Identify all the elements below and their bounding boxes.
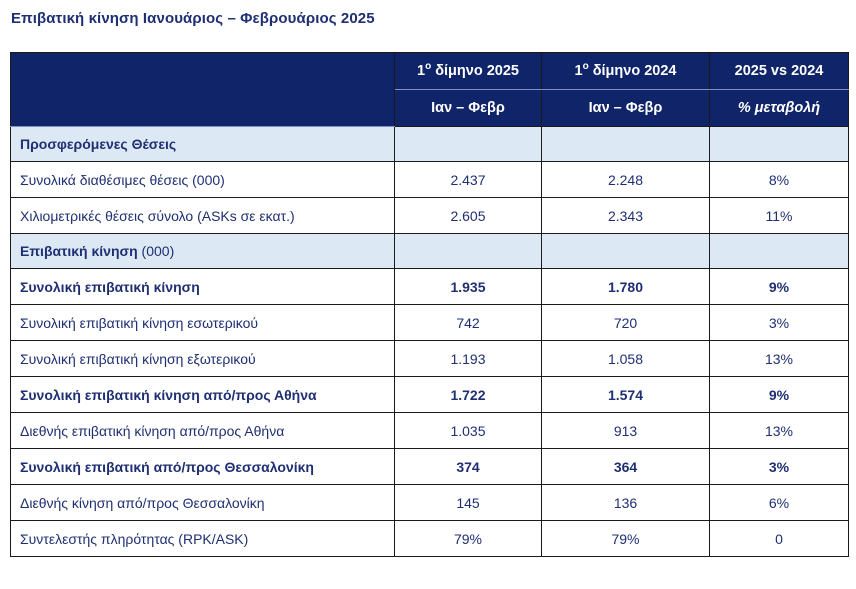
section-row-traffic: [11, 234, 849, 269]
row-value-2024: 1.574: [542, 377, 710, 413]
row-change: 9%: [710, 377, 849, 413]
row-label: Συνολική επιβατική κίνηση εσωτερικού: [11, 305, 395, 341]
row-change: 13%: [710, 341, 849, 377]
section-label-seats: Προσφερόμενες Θέσεις: [11, 127, 395, 162]
row-change: 8%: [710, 162, 849, 198]
row-label: Διεθνής επιβατική κίνηση από/προς Αθήνα: [11, 413, 395, 449]
subheader-change: % μεταβολή: [710, 90, 849, 127]
table-row: [11, 485, 849, 521]
row-value-2024: 1.780: [542, 269, 710, 305]
table-header-row: [11, 53, 849, 90]
section-cell: [542, 127, 710, 162]
table-row: [11, 449, 849, 485]
subheader-2025: Ιαν – Φεβρ: [395, 90, 542, 127]
section-cell: [395, 234, 542, 269]
section-label-traffic-text: Επιβατική κίνηση: [20, 243, 138, 259]
row-change: 6%: [710, 485, 849, 521]
row-label: Συνολική επιβατική κίνηση από/προς Αθήνα: [11, 377, 395, 413]
row-value-2024: 136: [542, 485, 710, 521]
row-value-2025: 1.722: [395, 377, 542, 413]
row-value-2024: 2.248: [542, 162, 710, 198]
row-value-2025: 79%: [395, 521, 542, 557]
row-value-2024: 913: [542, 413, 710, 449]
section-cell: [710, 234, 849, 269]
row-value-2025: 1.035: [395, 413, 542, 449]
row-value-2025: 374: [395, 449, 542, 485]
header-blank-cell: [11, 53, 395, 127]
header-2025-number: 1: [417, 63, 426, 79]
header-change: 2025 vs 2024: [710, 53, 849, 90]
row-label: Συνολική επιβατική κίνηση: [11, 269, 395, 305]
row-change: 0: [710, 521, 849, 557]
row-value-2025: 1.935: [395, 269, 542, 305]
header-2024: [542, 53, 710, 90]
row-change: 9%: [710, 269, 849, 305]
subheader-2024: Ιαν – Φεβρ: [542, 90, 710, 127]
header-2024-ordinal: ο: [582, 61, 589, 72]
document-title: Επιβατική κίνηση Ιανουάριος – Φεβρουάριος 2025: [11, 10, 375, 27]
header-2025: [395, 53, 542, 90]
row-label: Συνολική επιβατική από/προς Θεσσαλονίκη: [11, 449, 395, 485]
section-cell: [395, 127, 542, 162]
row-label: Διεθνής κίνηση από/προς Θεσσαλονίκη: [11, 485, 395, 521]
table-row: [11, 413, 849, 449]
section-cell: [710, 127, 849, 162]
header-2024-text: δίμηνο 2024: [588, 63, 677, 79]
section-label-traffic: [11, 234, 395, 269]
table-row: [11, 305, 849, 341]
row-label: Συντελεστής πληρότητας (RPK/ASK): [11, 521, 395, 557]
table-row: [11, 377, 849, 413]
row-change: 13%: [710, 413, 849, 449]
section-row-seats: [11, 127, 849, 162]
row-change: 3%: [710, 305, 849, 341]
table-row: [11, 198, 849, 234]
row-value-2025: 1.193: [395, 341, 542, 377]
row-change: 11%: [710, 198, 849, 234]
row-value-2024: 79%: [542, 521, 710, 557]
row-value-2024: 364: [542, 449, 710, 485]
row-value-2025: 145: [395, 485, 542, 521]
table-row: [11, 162, 849, 198]
section-cell: [542, 234, 710, 269]
row-label: Χιλιομετρικές θέσεις σύνολο (ASKs σε εκατ.): [11, 198, 395, 234]
row-label: Συνολική επιβατική κίνηση εξωτερικού: [11, 341, 395, 377]
header-2024-number: 1: [574, 63, 583, 79]
header-2025-ordinal: ο: [425, 61, 432, 72]
row-label: Συνολικά διαθέσιμες θέσεις (000): [11, 162, 395, 198]
row-value-2025: 2.605: [395, 198, 542, 234]
header-2025-text: δίμηνο 2025: [431, 63, 519, 79]
table-row: [11, 269, 849, 305]
table-row: [11, 521, 849, 557]
row-value-2025: 2.437: [395, 162, 542, 198]
passenger-traffic-table: [10, 52, 849, 557]
row-value-2024: 2.343: [542, 198, 710, 234]
row-value-2025: 742: [395, 305, 542, 341]
table-row: [11, 341, 849, 377]
row-change: 3%: [710, 449, 849, 485]
row-value-2024: 720: [542, 305, 710, 341]
row-value-2024: 1.058: [542, 341, 710, 377]
section-label-traffic-unit: (000): [137, 243, 175, 259]
